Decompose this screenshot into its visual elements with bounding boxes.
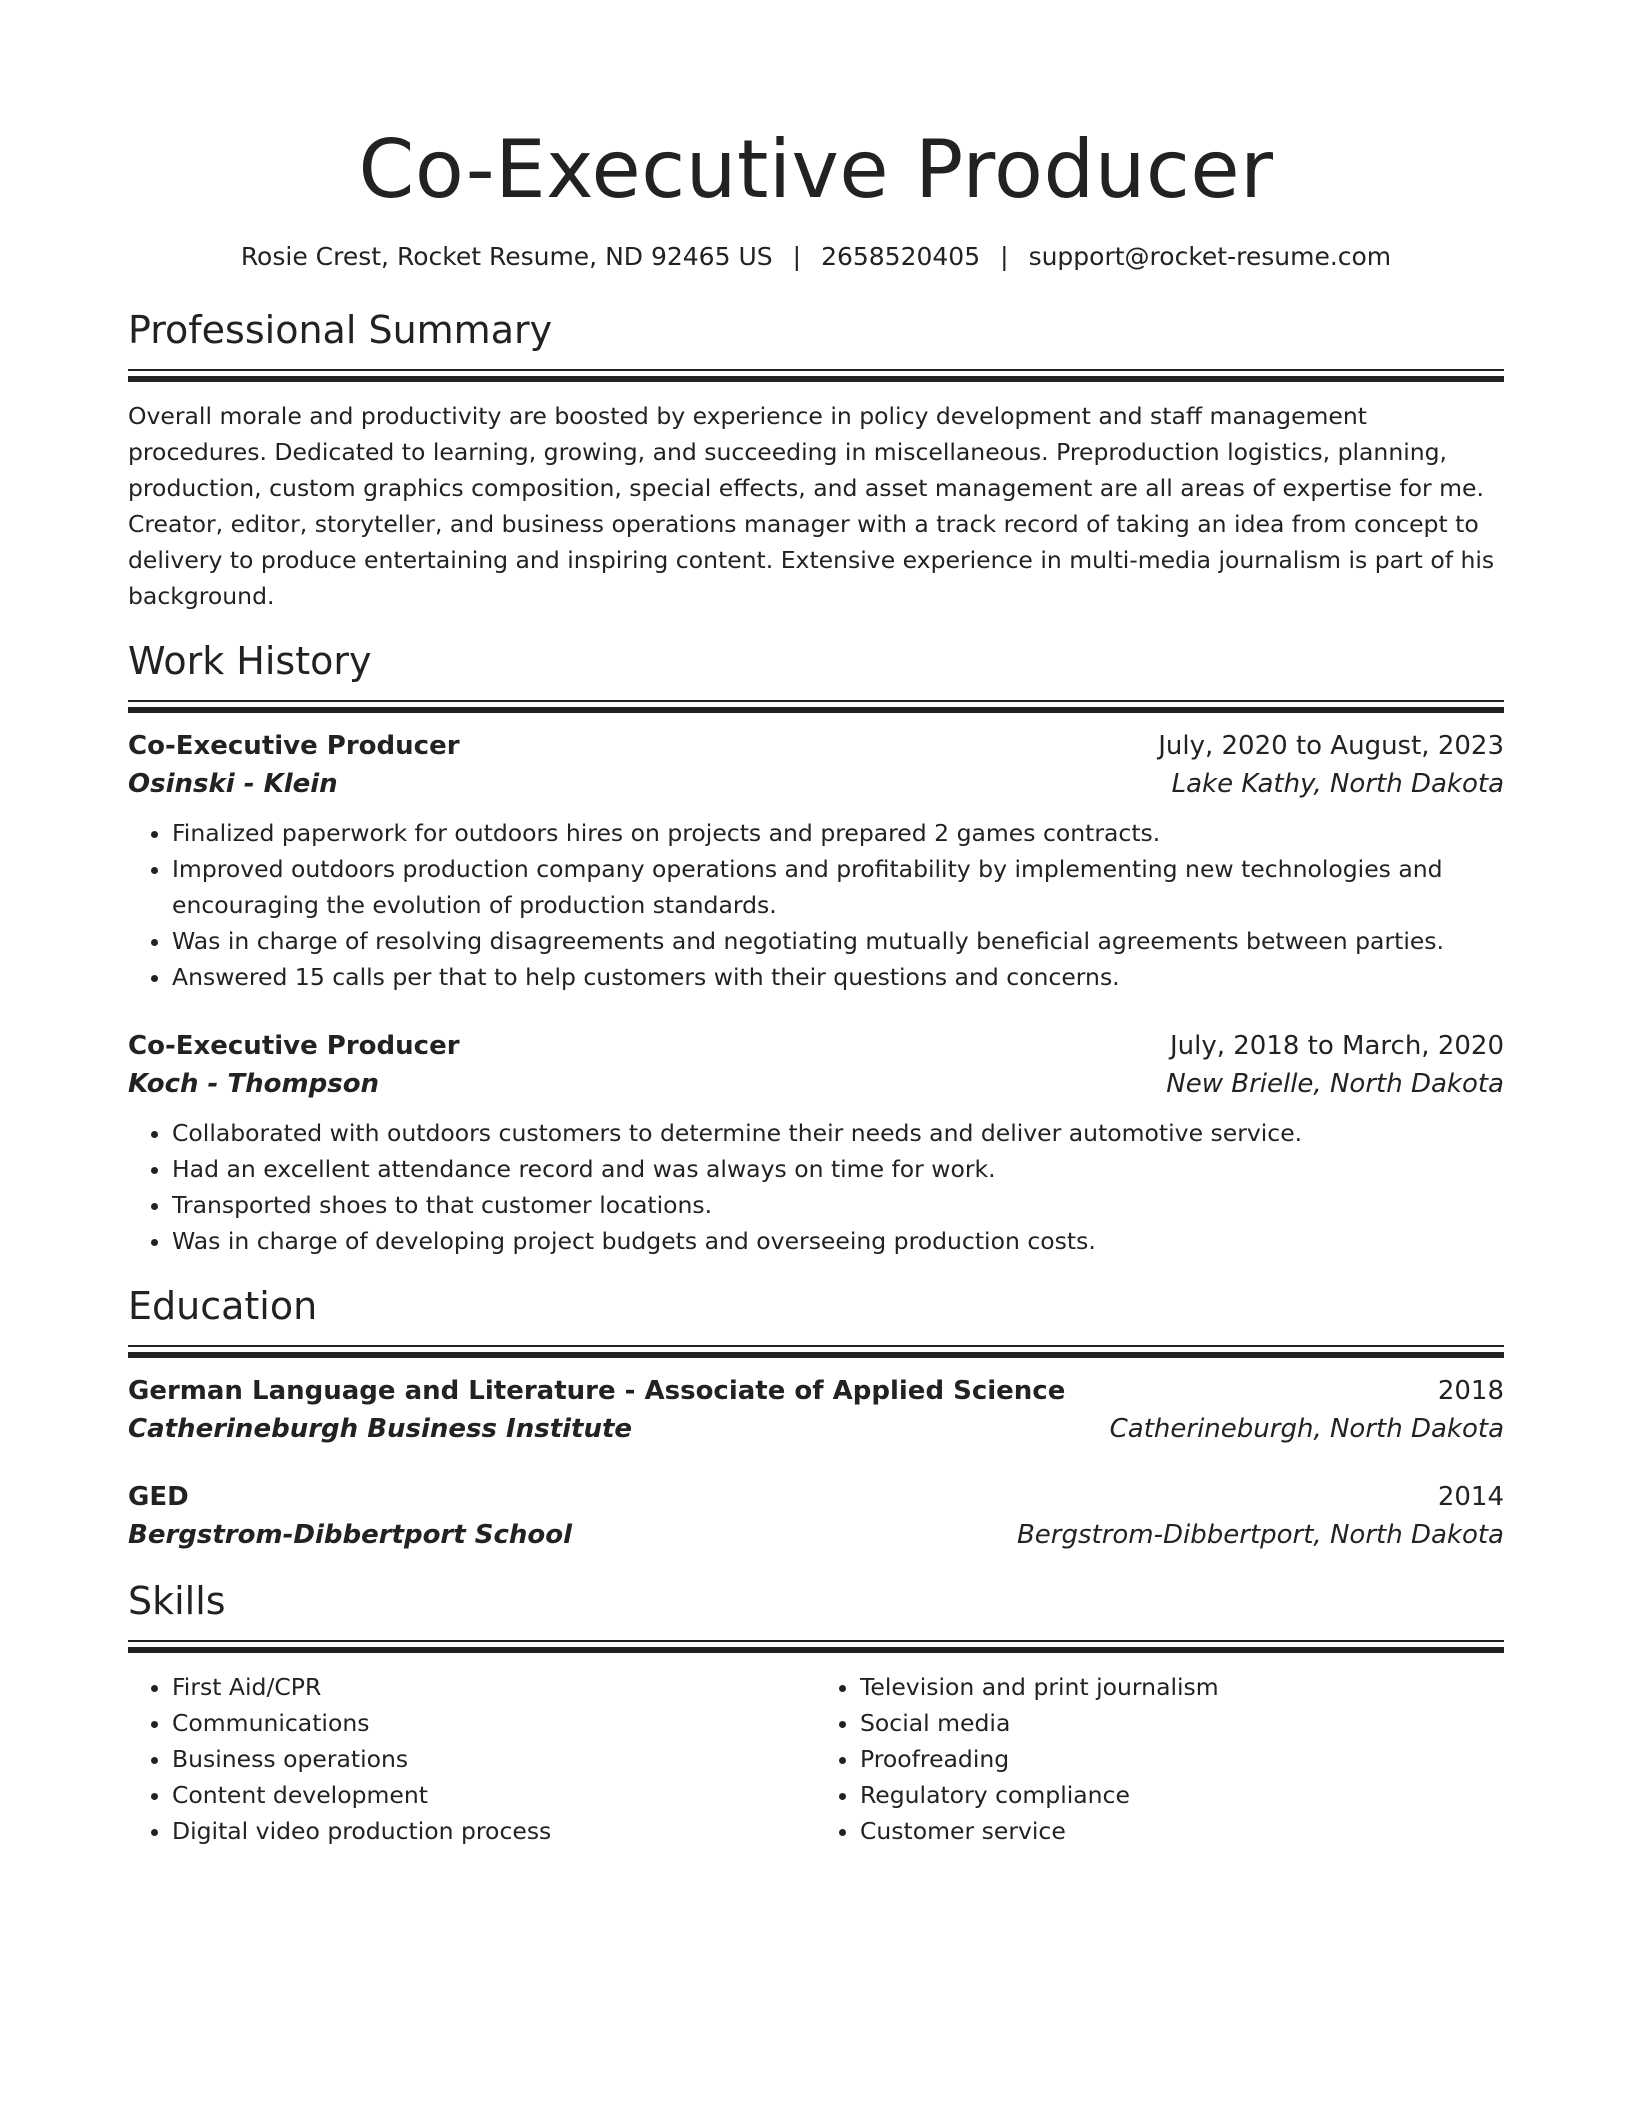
section-divider [128, 1345, 1504, 1358]
job-entry [128, 727, 1504, 995]
job-company-row [128, 1065, 1504, 1103]
summary-section [128, 305, 1504, 614]
school-location: Catherineburgh, North Dakota [1109, 1414, 1504, 1444]
list-item: • Was in charge of resolving disagreements and negotiating mutually beneficial agreements between parties. [172, 923, 1504, 959]
school-location: Bergstrom-Dibbertport, North Dakota [1016, 1520, 1504, 1550]
job-bullets [128, 1115, 1504, 1259]
education-header-row [128, 1478, 1504, 1516]
education-entry [128, 1478, 1504, 1554]
education-year: 2014 [1437, 1482, 1504, 1512]
education-entry [128, 1372, 1504, 1448]
section-divider [128, 1640, 1504, 1653]
job-location: New Brielle, North Dakota [1166, 1069, 1504, 1099]
school-name: Bergstrom-Dibbertport School [128, 1520, 573, 1550]
skills-columns [128, 1669, 1504, 1849]
section-heading: Education [128, 1284, 318, 1328]
job-bullets [128, 815, 1504, 995]
degree-title: German Language and Literature - Associate of Applied Science [128, 1376, 1066, 1406]
job-location: Lake Kathy, North Dakota [1171, 769, 1504, 799]
skill-item: • Television and print journalism [860, 1669, 1504, 1705]
degree-title: GED [128, 1482, 189, 1512]
list-item: • Had an excellent attendance record and was always on time for work. [172, 1151, 1504, 1187]
section-heading: Professional Summary [128, 308, 553, 352]
work-history-section [128, 636, 1504, 1259]
skill-item: • Content development [172, 1777, 816, 1813]
education-section [128, 1281, 1504, 1554]
skill-item: • Proofreading [860, 1741, 1504, 1777]
job-company: Koch - Thompson [128, 1069, 380, 1099]
section-divider [128, 369, 1504, 382]
list-item: • Was in charge of developing project budgets and overseeing production costs. [172, 1223, 1504, 1259]
job-company: Osinski - Klein [128, 769, 338, 799]
list-item: • Answered 15 calls per that to help customers with their questions and concerns. [172, 959, 1504, 995]
education-school-row [128, 1516, 1504, 1554]
education-year: 2018 [1437, 1376, 1504, 1406]
contact-email: support@rocket-resume.com [1028, 242, 1392, 271]
skill-item: • First Aid/CPR [172, 1669, 816, 1705]
contact-line [128, 239, 1504, 275]
education-header-row [128, 1372, 1504, 1410]
skills-list-left [128, 1669, 816, 1849]
skill-item: • Regulatory compliance [860, 1777, 1504, 1813]
job-title: Co-Executive Producer [128, 731, 460, 761]
skill-item: • Digital video production process [172, 1813, 816, 1849]
job-entry [128, 1027, 1504, 1259]
skill-item: • Business operations [172, 1741, 816, 1777]
contact-phone: 2658520405 [821, 242, 981, 271]
list-item: • Transported shoes to that customer locations. [172, 1187, 1504, 1223]
job-header-row [128, 1027, 1504, 1065]
skills-list-right [816, 1669, 1504, 1849]
job-header-row [128, 727, 1504, 765]
summary-text: Overall morale and productivity are boosted by experience in policy development and staff management procedures. Dedicated to learning, growing, and succeeding in miscellaneous. Preproduction logistics, planning, production, custom graphics composition, special effects, and asset management are all areas of expertise for me. Creator, editor, storyteller, and business operations manager with a track record of taking an idea from concept to delivery to produce entertaining and inspiring content. Extensive experience in multi-media journalism is part of his background. [128, 402, 1495, 610]
section-divider [128, 700, 1504, 713]
contact-separator: | [792, 242, 802, 271]
resume-title: Co-Executive Producer [358, 123, 1274, 216]
section-heading: Skills [128, 1579, 226, 1623]
job-dates: July, 2018 to March, 2020 [1169, 1031, 1504, 1061]
job-title: Co-Executive Producer [128, 1031, 460, 1061]
section-heading: Work History [128, 639, 372, 683]
list-item: • Finalized paperwork for outdoors hires on projects and prepared 2 games contracts. [172, 815, 1504, 851]
education-school-row [128, 1410, 1504, 1448]
school-name: Catherineburgh Business Institute [128, 1414, 633, 1444]
skills-section [128, 1576, 1504, 1849]
contact-separator: | [1000, 242, 1009, 271]
contact-address: Rosie Crest, Rocket Resume, ND 92465 US [240, 242, 773, 271]
list-item: • Improved outdoors production company operations and profitability by implementing new technologies and encouraging the evolution of production standards. [172, 851, 1504, 923]
skill-item: • Communications [172, 1705, 816, 1741]
job-company-row [128, 765, 1504, 803]
list-item: • Collaborated with outdoors customers to determine their needs and deliver automotive service. [172, 1115, 1504, 1151]
job-dates: July, 2020 to August, 2023 [1158, 731, 1504, 761]
skill-item: • Customer service [860, 1813, 1504, 1849]
skill-item: • Social media [860, 1705, 1504, 1741]
